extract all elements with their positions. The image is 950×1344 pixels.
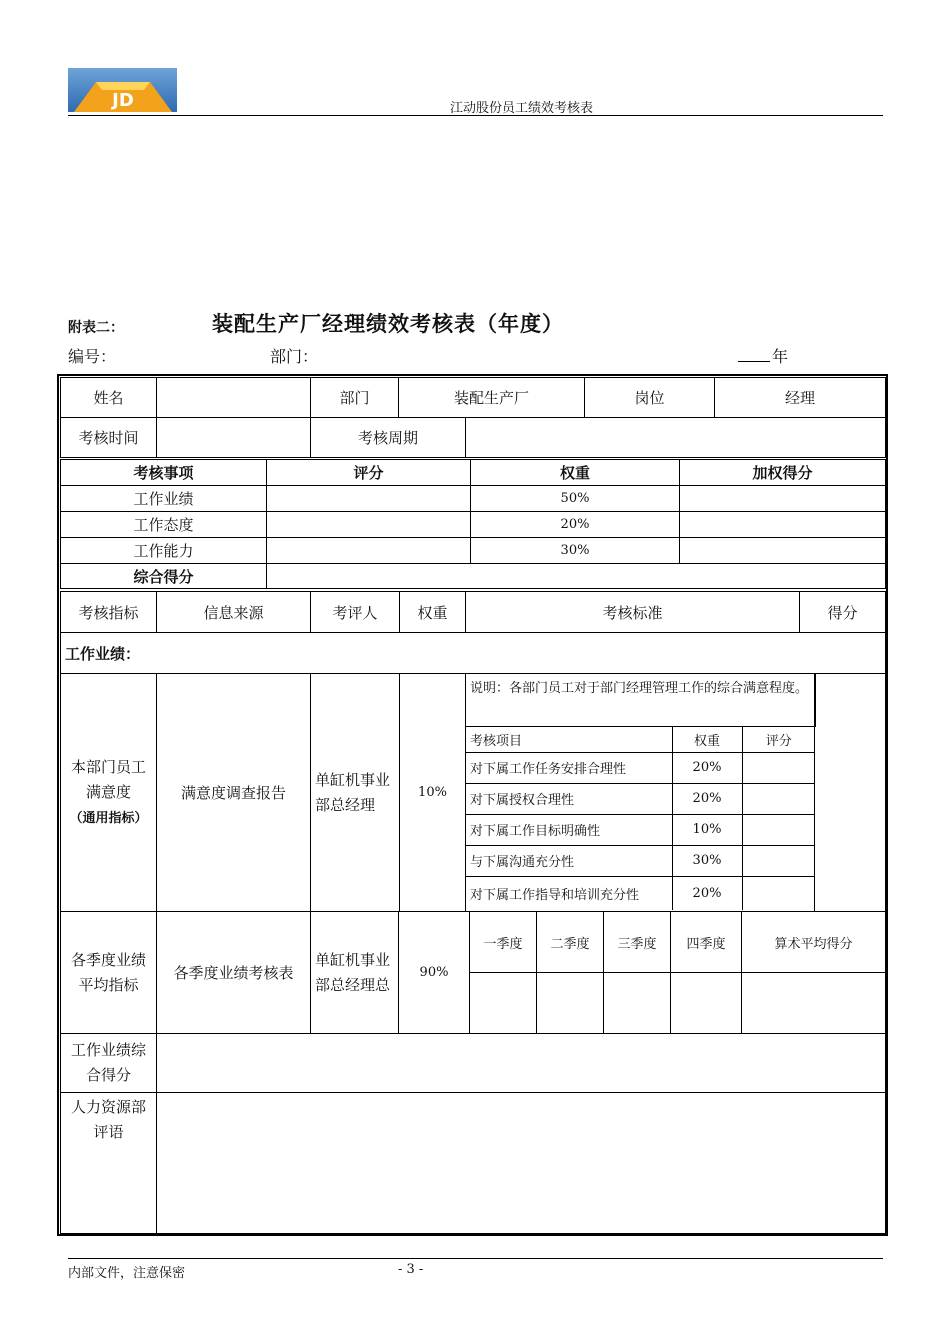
summary-row-score[interactable] [267,538,471,564]
summary-row-weight: 50% [471,486,680,512]
time-label: 考核时间 [61,418,157,458]
footer-confidential-note: 内部文件，注意保密 [68,1266,186,1281]
summary-row-item: 工作能力 [61,538,267,564]
quarter-header: 四季度 [671,912,742,973]
sub-row-weight: 20% [672,752,742,783]
sub-header-item: 考核项目 [466,726,672,752]
quarter-header: 三季度 [604,912,671,973]
satisfaction-score[interactable] [815,674,886,912]
summary-row-weighted[interactable] [680,486,886,512]
svg-text:JD: JD [112,90,134,111]
satisfaction-indicator: 本部门员工满意度 （通用指标） [61,674,157,912]
summary-row-weight: 30% [471,538,680,564]
quarterly-source: 各季度业绩考核表 [157,912,311,1034]
sub-row-score[interactable] [742,876,815,910]
detail-header-evaluator: 考评人 [311,592,400,633]
satisfaction-evaluator: 单缸机事业部总经理 [311,674,400,912]
hr-comment-value[interactable] [157,1093,886,1234]
detail-header-indicator: 考核指标 [61,592,157,633]
totals-table [60,1033,886,1234]
satisfaction-source: 满意度调查报告 [157,674,311,912]
average-score[interactable] [742,973,886,1034]
summary-table [60,459,886,589]
year-field [738,344,788,367]
time-table [60,417,886,458]
quarterly-indicator: 各季度业绩平均指标 [61,912,157,1034]
detail-header-standard: 考核标准 [466,592,800,633]
sub-row-weight: 20% [672,876,742,910]
name-value[interactable] [157,378,311,418]
sub-row-score[interactable] [742,783,815,814]
detail-header-source: 信息来源 [157,592,311,633]
performance-section-label: 工作业绩： [61,633,886,674]
dept-label: 部门 [311,378,399,418]
detail-header-score: 得分 [800,592,886,633]
number-label: 编号： [68,347,117,366]
summary-row-weighted[interactable] [680,538,886,564]
sub-row-weight: 20% [672,783,742,814]
year-label: 年 [772,347,789,366]
satisfaction-note: 说明：各部门员工对于部门经理管理工作的综合满意程度。 [466,674,815,726]
footer-divider [68,1258,883,1259]
company-logo [68,68,177,112]
quarter-score[interactable] [604,973,671,1034]
year-blank[interactable] [738,347,770,362]
summary-header-score: 评分 [267,460,471,486]
post-label: 岗位 [585,378,715,418]
summary-row-weighted[interactable] [680,512,886,538]
sub-row-item: 对下属工作指导和培训充分性 [466,876,672,910]
detail-header-weight: 权重 [400,592,466,633]
sub-row-weight: 10% [672,814,742,845]
department-label: 部门： [270,347,319,366]
quarterly-table [60,911,886,1034]
satisfaction-weight: 10% [400,674,466,912]
info-table [60,377,886,418]
sub-row-score[interactable] [742,814,815,845]
satisfaction-indicator-note: （通用指标） [69,810,148,826]
name-label: 姓名 [61,378,157,418]
hr-comment-label: 人力资源部评语 [61,1093,157,1234]
dept-value[interactable]: 装配生产厂 [399,378,585,418]
sub-row-item: 与下属沟通充分性 [466,845,672,876]
page-number: - 3 - [398,1262,424,1277]
quarter-score[interactable] [537,973,604,1034]
summary-total-value[interactable] [267,564,886,589]
time-value[interactable] [157,418,311,458]
summary-row-item: 工作态度 [61,512,267,538]
summary-row-item: 工作业绩 [61,486,267,512]
quarter-header: 一季度 [470,912,537,973]
quarter-score[interactable] [470,973,537,1034]
summary-header-weighted: 加权得分 [680,460,886,486]
sub-row-weight: 30% [672,845,742,876]
attachment-label: 附表二： [68,320,124,336]
period-value[interactable] [466,418,886,458]
quarter-header: 二季度 [537,912,604,973]
average-score-header: 算术平均得分 [742,912,886,973]
quarterly-weight: 90% [399,912,470,1034]
detail-header-table [60,591,886,674]
sub-header-score: 评分 [742,726,815,752]
sub-row-score[interactable] [742,752,815,783]
sub-row-score[interactable] [742,845,815,876]
quarterly-evaluator: 单缸机事业部总经理总 [311,912,399,1034]
sub-row-item: 对下属工作任务安排合理性 [466,752,672,783]
post-value[interactable]: 经理 [715,378,886,418]
sub-row-item: 对下属工作目标明确性 [466,814,672,845]
satisfaction-subtable [466,674,816,910]
performance-total-value[interactable] [157,1034,886,1093]
period-label: 考核周期 [311,418,466,458]
quarter-score[interactable] [671,973,742,1034]
satisfaction-standard [466,674,815,912]
summary-row-score[interactable] [267,512,471,538]
header-divider [68,115,883,116]
form-title: 装配生产厂经理绩效考核表（年度） [212,311,564,336]
summary-row-weight: 20% [471,512,680,538]
satisfaction-table [60,673,886,912]
summary-header-item: 考核事项 [61,460,267,486]
summary-row-score[interactable] [267,486,471,512]
sub-header-weight: 权重 [672,726,742,752]
performance-total-label: 工作业绩综合得分 [61,1034,157,1093]
summary-total-label: 综合得分 [61,564,267,589]
sub-row-item: 对下属授权合理性 [466,783,672,814]
summary-header-weight: 权重 [471,460,680,486]
document-header-title: 江动股份员工绩效考核表 [450,101,594,116]
